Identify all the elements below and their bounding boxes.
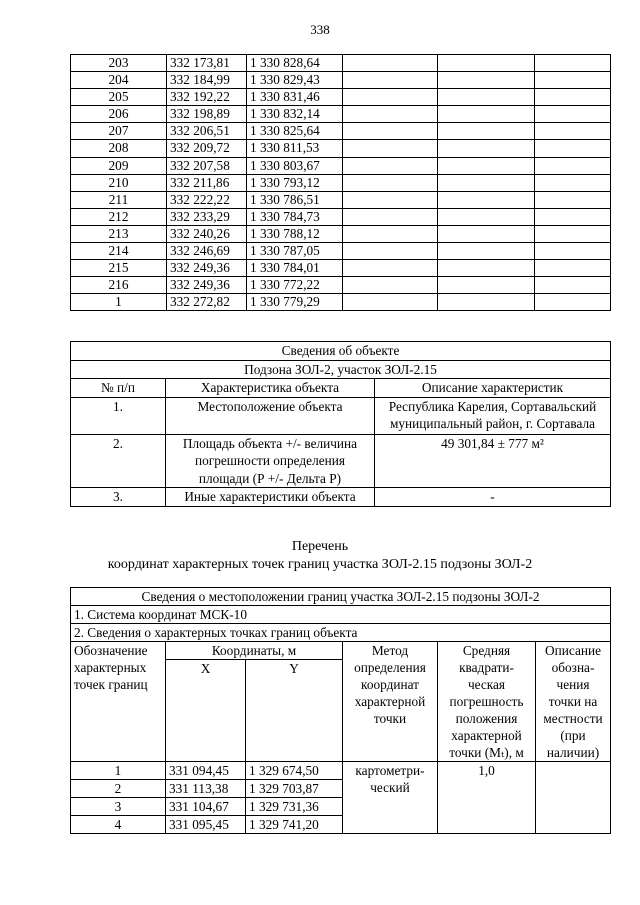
coordinate-row	[71, 174, 611, 191]
empty-cell	[535, 225, 611, 242]
x-coordinate: 332 233,29	[167, 208, 247, 225]
y-coordinate: 1 330 786,51	[247, 191, 343, 208]
row-num: 1.	[71, 397, 166, 434]
empty-cell	[343, 294, 438, 311]
y-coordinate: 1 329 674,50	[246, 762, 343, 780]
coordinate-system: 1. Система координат МСК-10	[71, 606, 611, 624]
y-coordinate: 1 330 811,53	[247, 140, 343, 157]
empty-cell	[535, 89, 611, 106]
point-number: 209	[71, 157, 167, 174]
y-coordinate: 1 330 832,14	[247, 106, 343, 123]
y-coordinate: 1 330 779,29	[247, 294, 343, 311]
empty-cell	[343, 106, 438, 123]
empty-cell	[535, 72, 611, 89]
x-coordinate: 331 094,45	[166, 762, 246, 780]
x-coordinate: 332 272,82	[167, 294, 247, 311]
empty-cell	[343, 123, 438, 140]
empty-cell	[343, 157, 438, 174]
coordinate-row	[71, 191, 611, 208]
empty-cell	[535, 260, 611, 277]
x-coordinate: 332 249,36	[167, 277, 247, 294]
empty-cell	[343, 208, 438, 225]
point-number: 215	[71, 260, 167, 277]
coordinate-row	[71, 106, 611, 123]
point-number: 204	[71, 72, 167, 89]
x-coordinate: 332 246,69	[167, 243, 247, 260]
coordinate-row	[71, 157, 611, 174]
coordinate-row	[71, 123, 611, 140]
empty-cell	[438, 260, 535, 277]
empty-cell	[535, 277, 611, 294]
point-number: 4	[71, 816, 166, 834]
point-number: 211	[71, 191, 167, 208]
coordinate-row	[71, 140, 611, 157]
y-coordinate: 1 329 741,20	[246, 816, 343, 834]
empty-cell	[343, 55, 438, 72]
y-coordinate: 1 329 731,36	[246, 798, 343, 816]
empty-cell	[343, 72, 438, 89]
point-number: 1	[71, 762, 166, 780]
coordinate-row	[71, 208, 611, 225]
y-coordinate: 1 330 803,67	[247, 157, 343, 174]
y-coordinate: 1 330 831,46	[247, 89, 343, 106]
point-number: 207	[71, 123, 167, 140]
point-number: 3	[71, 798, 166, 816]
y-coordinate: 1 330 793,12	[247, 174, 343, 191]
empty-cell	[438, 243, 535, 260]
empty-cell	[438, 106, 535, 123]
point-number: 206	[71, 106, 167, 123]
empty-cell	[343, 243, 438, 260]
empty-cell	[438, 157, 535, 174]
coordinate-row	[71, 277, 611, 294]
list-subtitle: координат характерных точек границ участка ЗОЛ-2.15 подзоны ЗОЛ-2	[107, 557, 533, 572]
x-coordinate: 332 240,26	[167, 225, 247, 242]
empty-cell	[438, 208, 535, 225]
point-number: 216	[71, 277, 167, 294]
point-number: 214	[71, 243, 167, 260]
empty-cell	[535, 55, 611, 72]
point-number: 213	[71, 225, 167, 242]
x-coordinate: 331 095,45	[166, 816, 246, 834]
x-coordinate: 332 222,22	[167, 191, 247, 208]
y-coordinate: 1 330 825,64	[247, 123, 343, 140]
empty-cell	[535, 243, 611, 260]
x-coordinate: 332 207,58	[167, 157, 247, 174]
x-coordinate: 331 104,67	[166, 798, 246, 816]
empty-cell	[438, 174, 535, 191]
empty-cell	[535, 191, 611, 208]
row-description: Республика Карелия, Сортавальский муниципальный район, г. Сортавала	[375, 397, 611, 434]
row-description: 49 301,84 ± 777 м²	[375, 434, 611, 488]
x-coordinate: 332 173,81	[167, 55, 247, 72]
header-error: Средняя квадрати-ческая погрешность положения характерной точки (Mₜ), м	[438, 642, 536, 762]
coordinate-row	[71, 55, 611, 72]
object-info-subtitle: Подзона ЗОЛ-2, участок ЗОЛ-2.15	[71, 360, 611, 379]
y-coordinate: 1 330 829,43	[247, 72, 343, 89]
y-coordinate: 1 330 784,73	[247, 208, 343, 225]
coordinates-table	[70, 54, 611, 311]
coordinate-row	[71, 72, 611, 89]
empty-cell	[535, 123, 611, 140]
point-number: 1	[71, 294, 167, 311]
empty-cell	[438, 294, 535, 311]
empty-cell	[535, 157, 611, 174]
boundary-points-table	[70, 587, 611, 834]
points-section-title: 2. Сведения о характерных точках границ объекта	[71, 624, 611, 642]
empty-cell	[438, 89, 535, 106]
row-characteristic: Иные характеристики объекта	[166, 488, 375, 507]
error-value: 1,0	[438, 762, 536, 834]
row-num: 2.	[71, 434, 166, 488]
coordinate-row	[71, 260, 611, 277]
empty-cell	[343, 191, 438, 208]
y-coordinate: 1 329 703,87	[246, 780, 343, 798]
empty-cell	[438, 72, 535, 89]
header-y: Y	[246, 660, 343, 762]
row-description: -	[375, 488, 611, 507]
row-characteristic: Местоположение объекта	[166, 397, 375, 434]
object-info-title: Сведения об объекте	[71, 342, 611, 361]
empty-cell	[343, 174, 438, 191]
method-value: картометри-ческий	[343, 762, 438, 834]
coordinate-row	[71, 294, 611, 311]
coordinate-row	[71, 225, 611, 242]
header-characteristic: Характеристика объекта	[166, 379, 375, 398]
empty-cell	[438, 55, 535, 72]
x-coordinate: 332 206,51	[167, 123, 247, 140]
row-num: 3.	[71, 488, 166, 507]
row-characteristic: Площадь объекта +/- величина погрешности определения площади (Р +/- Дельта Р)	[166, 434, 375, 488]
x-coordinate: 332 198,89	[167, 106, 247, 123]
point-description-value	[536, 762, 611, 834]
x-coordinate: 332 211,86	[167, 174, 247, 191]
object-info-table	[70, 341, 611, 507]
empty-cell	[438, 191, 535, 208]
header-num: № п/п	[71, 379, 166, 398]
empty-cell	[343, 277, 438, 294]
boundary-point-row	[71, 762, 611, 780]
x-coordinate: 331 113,38	[166, 780, 246, 798]
header-designation: Обозначение характерных точек границ	[71, 642, 166, 762]
y-coordinate: 1 330 787,05	[247, 243, 343, 260]
empty-cell	[343, 140, 438, 157]
empty-cell	[438, 140, 535, 157]
boundary-title: Сведения о местоположении границ участка ЗОЛ-2.15 подзоны ЗОЛ-2	[71, 588, 611, 606]
point-number: 212	[71, 208, 167, 225]
empty-cell	[438, 225, 535, 242]
header-method: Метод определения координат характерной точки	[343, 642, 438, 762]
coordinate-row	[71, 89, 611, 106]
coordinate-row	[71, 243, 611, 260]
y-coordinate: 1 330 784,01	[247, 260, 343, 277]
header-x: X	[166, 660, 246, 762]
point-number: 208	[71, 140, 167, 157]
header-point-description: Описание обозна-чения точки на местности (при наличии)	[536, 642, 611, 762]
list-title: Перечень	[291, 539, 349, 554]
point-number: 2	[71, 780, 166, 798]
page-number: 338	[310, 22, 330, 37]
x-coordinate: 332 209,72	[167, 140, 247, 157]
empty-cell	[343, 225, 438, 242]
y-coordinate: 1 330 788,12	[247, 225, 343, 242]
point-number: 205	[71, 89, 167, 106]
empty-cell	[438, 123, 535, 140]
empty-cell	[535, 294, 611, 311]
x-coordinate: 332 184,99	[167, 72, 247, 89]
empty-cell	[535, 208, 611, 225]
y-coordinate: 1 330 772,22	[247, 277, 343, 294]
empty-cell	[535, 140, 611, 157]
point-number: 210	[71, 174, 167, 191]
empty-cell	[535, 174, 611, 191]
header-description: Описание характеристик	[375, 379, 611, 398]
empty-cell	[535, 106, 611, 123]
empty-cell	[343, 89, 438, 106]
x-coordinate: 332 249,36	[167, 260, 247, 277]
header-coordinates: Координаты, м	[166, 642, 343, 660]
x-coordinate: 332 192,22	[167, 89, 247, 106]
y-coordinate: 1 330 828,64	[247, 55, 343, 72]
empty-cell	[343, 260, 438, 277]
point-number: 203	[71, 55, 167, 72]
empty-cell	[438, 277, 535, 294]
